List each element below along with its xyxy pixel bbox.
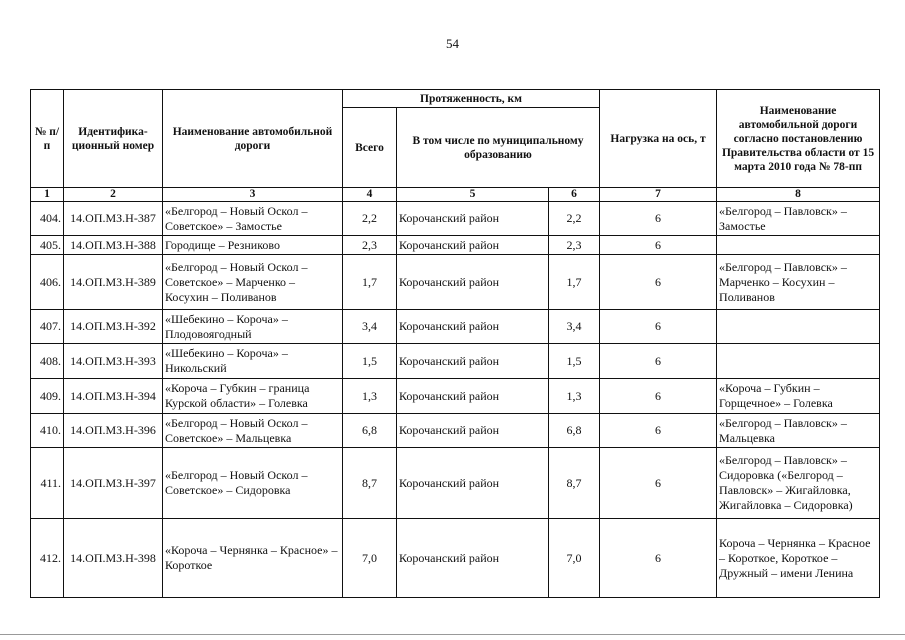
total-length: 1,3 — [343, 379, 397, 414]
gov-road-name: «Белгород – Павловск» – Марченко – Косухин – Поливанов — [717, 255, 880, 310]
district-length: 2,3 — [549, 236, 600, 255]
total-length: 7,0 — [343, 519, 397, 598]
road-name: Городище – Резниково — [163, 236, 343, 255]
total-length: 2,2 — [343, 202, 397, 236]
axle-load: 6 — [600, 236, 717, 255]
district-name: Корочанский район — [397, 379, 549, 414]
axle-load: 6 — [600, 344, 717, 379]
gov-road-name: «Короча – Губкин – Горщечное» – Голевка — [717, 379, 880, 414]
axle-load: 6 — [600, 310, 717, 344]
row-number: 405. — [31, 236, 64, 255]
row-number: 404. — [31, 202, 64, 236]
column-number: 5 — [397, 188, 549, 202]
road-id: 14.ОП.МЗ.Н-398 — [64, 519, 163, 598]
header-length: Протяженность, км — [343, 90, 600, 108]
road-name: «Белгород – Новый Оскол – Советское» – Сидоровка — [163, 448, 343, 519]
district-name: Корочанский район — [397, 236, 549, 255]
table-row — [31, 310, 880, 344]
district-name: Корочанский район — [397, 202, 549, 236]
table-row — [31, 344, 880, 379]
header-axle-load: Нагрузка на ось, т — [600, 90, 717, 188]
road-id: 14.ОП.МЗ.Н-387 — [64, 202, 163, 236]
total-length: 8,7 — [343, 448, 397, 519]
row-number: 407. — [31, 310, 64, 344]
row-number: 412. — [31, 519, 64, 598]
row-number: 411. — [31, 448, 64, 519]
header-id: Идентифика-ционный номер — [64, 90, 163, 188]
gov-road-name — [717, 344, 880, 379]
road-id: 14.ОП.МЗ.Н-397 — [64, 448, 163, 519]
road-id: 14.ОП.МЗ.Н-392 — [64, 310, 163, 344]
district-name: Корочанский район — [397, 448, 549, 519]
column-number: 4 — [343, 188, 397, 202]
gov-road-name — [717, 236, 880, 255]
column-number: 3 — [163, 188, 343, 202]
header-total: Всего — [343, 108, 397, 188]
district-name: Корочанский район — [397, 344, 549, 379]
row-number: 408. — [31, 344, 64, 379]
road-name: «Короча – Чернянка – Красное» – Короткое — [163, 519, 343, 598]
district-length: 1,7 — [549, 255, 600, 310]
column-number: 1 — [31, 188, 64, 202]
district-length: 1,5 — [549, 344, 600, 379]
total-length: 6,8 — [343, 414, 397, 448]
road-id: 14.ОП.МЗ.Н-393 — [64, 344, 163, 379]
row-number: 406. — [31, 255, 64, 310]
axle-load: 6 — [600, 414, 717, 448]
district-length: 1,3 — [549, 379, 600, 414]
table-row — [31, 236, 880, 255]
roads-table — [30, 89, 880, 598]
table-row — [31, 448, 880, 519]
total-length: 1,5 — [343, 344, 397, 379]
road-id: 14.ОП.МЗ.Н-388 — [64, 236, 163, 255]
district-name: Корочанский район — [397, 414, 549, 448]
column-number: 2 — [64, 188, 163, 202]
road-name: «Белгород – Новый Оскол – Советское» – Мальцевка — [163, 414, 343, 448]
gov-road-name: «Белгород – Павловск» – Мальцевка — [717, 414, 880, 448]
district-length: 7,0 — [549, 519, 600, 598]
road-name: «Короча – Губкин – граница Курской области» – Голевка — [163, 379, 343, 414]
district-name: Корочанский район — [397, 519, 549, 598]
road-name: «Шебекино – Короча» – Плодовоягодный — [163, 310, 343, 344]
road-name: «Белгород – Новый Оскол – Советское» – Замостье — [163, 202, 343, 236]
gov-road-name — [717, 310, 880, 344]
table-row — [31, 414, 880, 448]
total-length: 2,3 — [343, 236, 397, 255]
page-number: 54 — [446, 36, 459, 51]
column-number: 7 — [600, 188, 717, 202]
column-number-row — [31, 188, 880, 202]
header-gov-name: Наименование автомобильной дороги согласно постановлению Правительства области от 15 марта 2010 года № 78-пп — [717, 90, 880, 188]
gov-road-name: «Белгород – Павловск» – Замостье — [717, 202, 880, 236]
header-num: № п/п — [31, 90, 64, 188]
total-length: 1,7 — [343, 255, 397, 310]
gov-road-name: Короча – Чернянка – Красное – Короткое, Короткое – Дружный – имени Ленина — [717, 519, 880, 598]
row-number: 410. — [31, 414, 64, 448]
road-id: 14.ОП.МЗ.Н-394 — [64, 379, 163, 414]
table-row — [31, 255, 880, 310]
district-name: Корочанский район — [397, 310, 549, 344]
road-name: «Белгород – Новый Оскол – Советское» – Марченко – Косухин – Поливанов — [163, 255, 343, 310]
road-id: 14.ОП.МЗ.Н-396 — [64, 414, 163, 448]
district-length: 3,4 — [549, 310, 600, 344]
district-length: 2,2 — [549, 202, 600, 236]
road-id: 14.ОП.МЗ.Н-389 — [64, 255, 163, 310]
header-municipal: В том числе по муниципальному образованию — [397, 108, 600, 188]
axle-load: 6 — [600, 519, 717, 598]
road-name: «Шебекино – Короча» – Никольский — [163, 344, 343, 379]
axle-load: 6 — [600, 448, 717, 519]
district-length: 8,7 — [549, 448, 600, 519]
column-number: 8 — [717, 188, 880, 202]
axle-load: 6 — [600, 379, 717, 414]
header-road-name: Наименование автомобильной дороги — [163, 90, 343, 188]
axle-load: 6 — [600, 255, 717, 310]
bottom-rule — [0, 634, 905, 635]
table-row — [31, 202, 880, 236]
row-number: 409. — [31, 379, 64, 414]
table-row — [31, 379, 880, 414]
district-name: Корочанский район — [397, 255, 549, 310]
column-number: 6 — [549, 188, 600, 202]
table-row — [31, 519, 880, 598]
district-length: 6,8 — [549, 414, 600, 448]
total-length: 3,4 — [343, 310, 397, 344]
gov-road-name: «Белгород – Павловск» – Сидоровка («Белгород – Павловск» – Жигайловка, Жигайловка – Сидоровка) — [717, 448, 880, 519]
axle-load: 6 — [600, 202, 717, 236]
